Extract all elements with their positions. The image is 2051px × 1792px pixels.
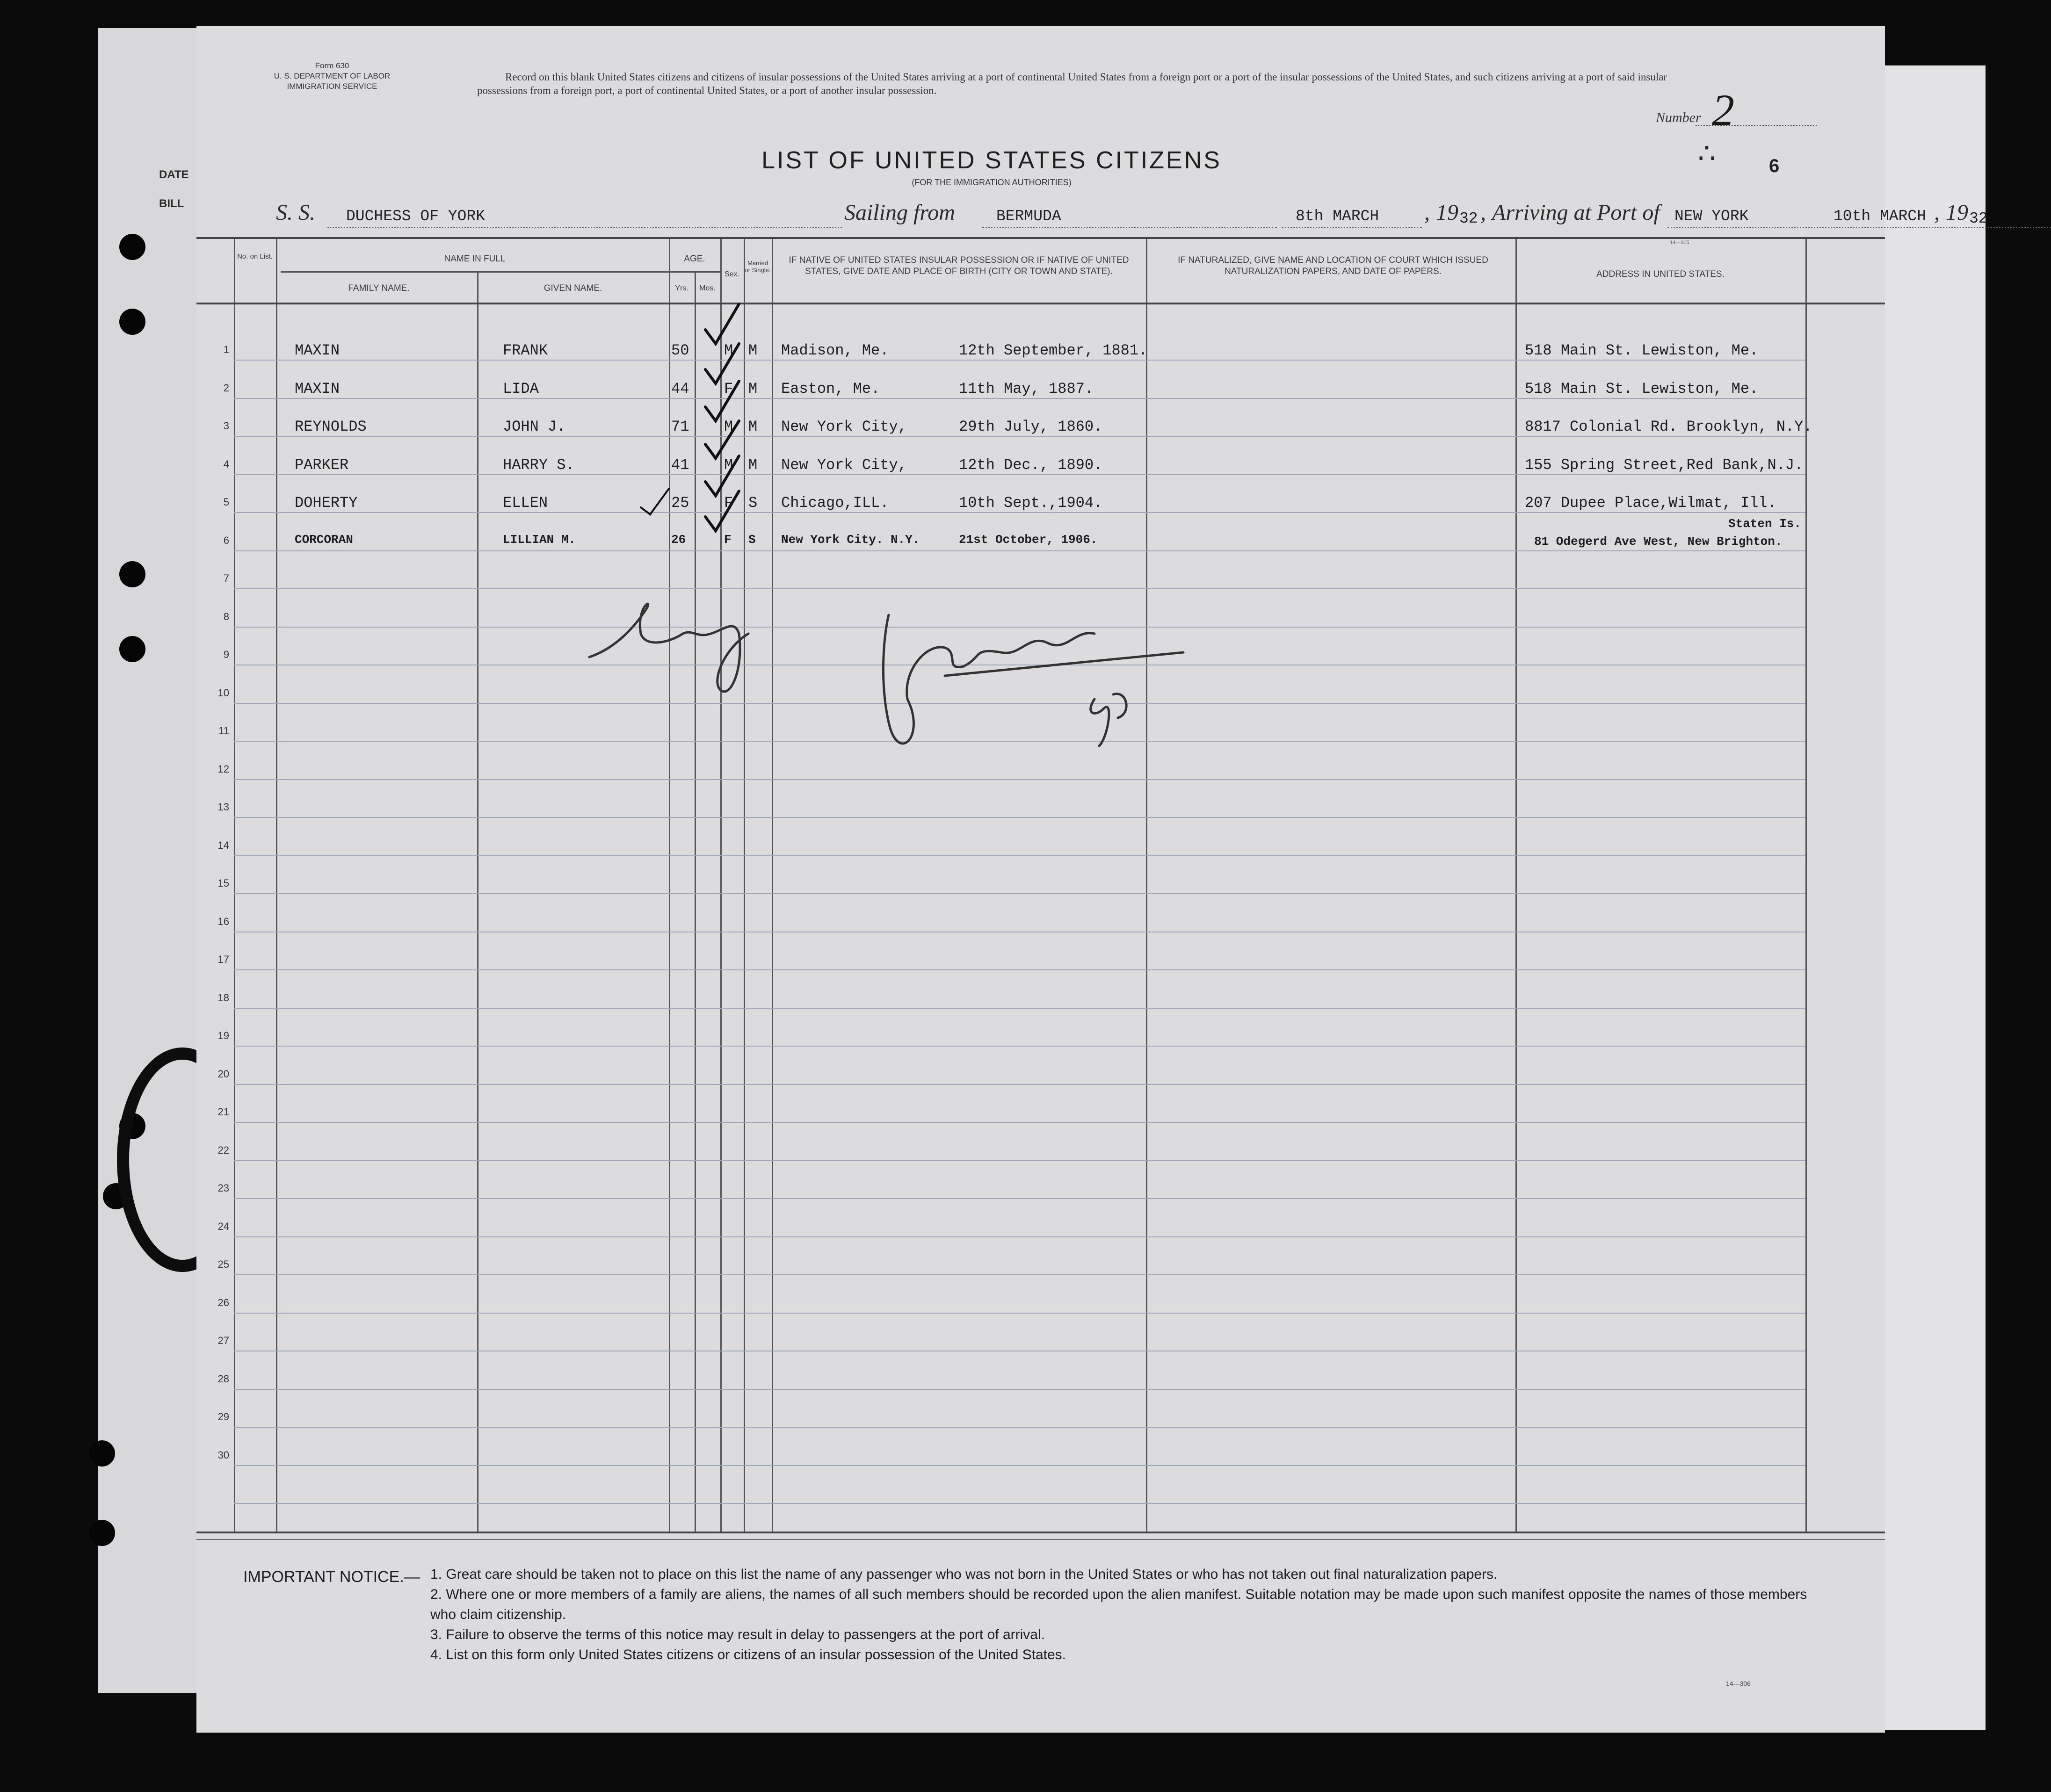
row-number: 18 bbox=[217, 991, 229, 1004]
form-code-bottom: 14—306 bbox=[1726, 1680, 1751, 1687]
check-mark bbox=[705, 344, 739, 383]
family-name: CORCORAN bbox=[295, 532, 353, 547]
check-mark bbox=[705, 304, 739, 344]
punch-hole bbox=[89, 1520, 115, 1546]
row-number: 9 bbox=[223, 649, 229, 660]
marital-status: M bbox=[748, 418, 758, 435]
arrive-year: 32 bbox=[1969, 210, 1988, 227]
birth-place: Chicago,ILL. bbox=[781, 494, 889, 512]
row-number: 19 bbox=[217, 1030, 229, 1041]
manifest-sheet bbox=[196, 26, 1988, 1733]
depart-date: 8th MARCH bbox=[1296, 208, 1379, 225]
number-value: 2 bbox=[1712, 85, 1734, 135]
birth-place: Easton, Me. bbox=[781, 380, 880, 397]
notice-item: 2. Where one or more members of a family are aliens, the names of all such members should be recorded upon the alien manifest. Suitable notation may be made upon such manifest opposite the names of those members who claim citizenship. bbox=[430, 1587, 1807, 1622]
check-mark bbox=[705, 456, 739, 496]
given-name: LILLIAN M. bbox=[503, 532, 576, 547]
row-number: 28 bbox=[217, 1373, 229, 1385]
marital-status: M bbox=[748, 456, 758, 474]
sex: M bbox=[724, 456, 733, 474]
row-number: 8 bbox=[223, 610, 229, 622]
birth-date: 29th July, 1860. bbox=[959, 418, 1103, 435]
row-number: 13 bbox=[217, 801, 229, 813]
row-number: 12 bbox=[217, 763, 229, 775]
row-number: 11 bbox=[218, 725, 229, 737]
header-age: AGE. bbox=[684, 254, 705, 264]
number-label: Number bbox=[1656, 110, 1701, 125]
header-name-in-full: NAME IN FULL bbox=[444, 254, 506, 264]
row-number: 1 bbox=[223, 344, 229, 355]
birth-date: 12th September, 1881. bbox=[959, 342, 1148, 359]
sex: F bbox=[724, 532, 732, 547]
page-subtitle: (FOR THE IMMIGRATION AUTHORITIES) bbox=[912, 178, 1072, 187]
row-number: 2 bbox=[223, 382, 229, 394]
header-no-on-list: No. on List. bbox=[237, 253, 273, 260]
address-line-2: 81 Odegerd Ave West, New Brighton. bbox=[1534, 534, 1783, 549]
header-married-single: Married or Single. bbox=[745, 260, 771, 274]
family-name: REYNOLDS bbox=[295, 418, 367, 435]
row-number: 14 bbox=[217, 839, 229, 851]
punch-hole bbox=[119, 636, 145, 662]
sex: F bbox=[724, 380, 733, 397]
given-name: FRANK bbox=[503, 342, 548, 359]
punch-hole bbox=[119, 309, 145, 335]
family-name: DOHERTY bbox=[295, 494, 358, 512]
address: 518 Main St. Lewiston, Me. bbox=[1525, 342, 1759, 359]
birth-date: 11th May, 1887. bbox=[959, 380, 1094, 397]
check-mark bbox=[705, 491, 739, 531]
row-number: 3 bbox=[223, 420, 229, 432]
row-number: 6 bbox=[223, 534, 229, 546]
check-marks bbox=[641, 304, 739, 531]
row-number: 29 bbox=[217, 1411, 229, 1423]
row-number: 15 bbox=[217, 877, 229, 889]
address: 8817 Colonial Rd. Brooklyn, N.Y. bbox=[1525, 418, 1812, 435]
given-name: HARRY S. bbox=[503, 456, 575, 474]
arrive-port: NEW YORK bbox=[1674, 208, 1749, 225]
age-years: 26 bbox=[671, 532, 686, 547]
header-address: ADDRESS IN UNITED STATES. bbox=[1596, 269, 1725, 279]
row-number: 27 bbox=[217, 1335, 229, 1346]
page-title: LIST OF UNITED STATES CITIZENS bbox=[761, 147, 1222, 174]
stamp-number: 6 bbox=[1769, 156, 1780, 176]
marital-status: S bbox=[748, 494, 758, 512]
punch-hole bbox=[89, 1440, 115, 1467]
given-name: ELLEN bbox=[503, 494, 548, 512]
punch-hole bbox=[119, 561, 145, 587]
address: 518 Main St. Lewiston, Me. bbox=[1525, 380, 1759, 397]
row-number: 5 bbox=[223, 496, 229, 508]
notice-item: 3. Failure to observe the terms of this notice may result in delay to passengers at the port of arrival. bbox=[430, 1627, 1045, 1642]
notice-item: 1. Great care should be taken not to place on this list the name of any passenger who was not born in the United States or who has not taken out final naturalization papers. bbox=[430, 1567, 1498, 1582]
notice-body bbox=[430, 1564, 1834, 1665]
row-number: 24 bbox=[217, 1220, 229, 1232]
signatures bbox=[196, 26, 1885, 1733]
row-number: 17 bbox=[217, 954, 229, 965]
punch-hole bbox=[119, 234, 145, 260]
sex: F bbox=[724, 494, 733, 512]
check-mark bbox=[641, 489, 669, 514]
row-number: 16 bbox=[217, 915, 229, 927]
notice-item: 4. List on this form only United States citizens or citizens of an insular possession of the United States. bbox=[430, 1647, 1066, 1662]
birth-date: 10th Sept.,1904. bbox=[959, 494, 1103, 512]
birth-date: 12th Dec., 1890. bbox=[959, 456, 1103, 474]
family-name: MAXIN bbox=[295, 380, 340, 397]
age-years: 50 bbox=[671, 342, 689, 359]
row-number: 21 bbox=[217, 1106, 229, 1118]
sex: M bbox=[724, 342, 733, 359]
row-number: 26 bbox=[217, 1296, 229, 1308]
marital-status: M bbox=[748, 342, 758, 359]
arrive-year-prefix: 19 bbox=[1946, 200, 1968, 225]
birth-place: New York City. N.Y. bbox=[781, 532, 920, 547]
marital-status: S bbox=[748, 532, 756, 547]
form-code-top: 14—305 bbox=[1670, 240, 1689, 246]
age-years: 41 bbox=[671, 456, 689, 474]
age-years: 71 bbox=[671, 418, 689, 435]
address: 207 Dupee Place,Wilmat, Ill. bbox=[1525, 494, 1776, 512]
address: 155 Spring Street,Red Bank,N.J. bbox=[1525, 456, 1804, 474]
header-mos: Mos. bbox=[699, 284, 716, 292]
row-number: 22 bbox=[217, 1144, 229, 1156]
signature-left bbox=[589, 604, 748, 692]
row-number: 20 bbox=[217, 1068, 229, 1080]
age-years: 44 bbox=[671, 380, 689, 397]
form-identifier: Form 630 U. S. DEPARTMENT OF LABOR IMMIGRATION SERVICE bbox=[274, 61, 391, 91]
header-yrs: Yrs. bbox=[675, 284, 688, 292]
header-family-name: FAMILY NAME. bbox=[348, 283, 410, 293]
voyage-line: S. S. DUCHESS OF YORK Sailing from BERMUDA 8th MARCH , 19 32 , Arriving at Port of NEW YORK 10th MARCH , 19 32 bbox=[276, 200, 1890, 232]
family-name: MAXIN bbox=[295, 342, 340, 359]
side-mark-date: DATE bbox=[159, 168, 189, 181]
row-number: 10 bbox=[217, 686, 229, 699]
preamble-text: Record on this blank United States citizens and citizens of insular possessions of the United States arriving at a port of continental United States from a foreign port or a port of the insular possessions of the United States, and such citizens arriving at a port of said insular possessions from a foreign port, a port of continental United States, or a port of another insular possession. bbox=[477, 71, 1667, 96]
sailing-label: Sailing from bbox=[844, 200, 955, 225]
row-number: 7 bbox=[223, 572, 229, 584]
row-number: 23 bbox=[217, 1182, 229, 1194]
row-number: 30 bbox=[217, 1449, 229, 1461]
header-naturalized: IF NATURALIZED, GIVE NAME AND LOCATION OF COURT WHICH ISSUED NATURALIZATION PAPERS, AND DATE OF PAPERS. bbox=[1178, 255, 1488, 276]
row-number: 4 bbox=[223, 458, 229, 470]
tally-marks: ∴ bbox=[1698, 138, 1716, 169]
birth-place: New York City, bbox=[781, 456, 907, 474]
birth-place: Madison, Me. bbox=[781, 342, 889, 359]
check-mark bbox=[705, 421, 739, 458]
header-birthplace: IF NATIVE OF UNITED STATES INSULAR POSSESSION OR IF NATIVE OF UNITED STATES, GIVE DATE AND PLACE OF BIRTH (CITY OR TOWN AND STATE). bbox=[789, 255, 1129, 276]
marital-status: M bbox=[748, 380, 758, 397]
address: Staten Is. bbox=[1728, 516, 1802, 531]
sex: M bbox=[724, 418, 733, 435]
depart-year-prefix: 19 bbox=[1436, 200, 1458, 225]
given-name: LIDA bbox=[503, 380, 539, 397]
family-name: PARKER bbox=[295, 456, 349, 474]
from-port: BERMUDA bbox=[996, 208, 1061, 225]
given-name: JOHN J. bbox=[503, 418, 566, 435]
ship-name: DUCHESS OF YORK bbox=[346, 208, 486, 225]
arrive-date: 10th MARCH bbox=[1834, 208, 1927, 225]
notice-heading: IMPORTANT NOTICE.— bbox=[243, 1568, 420, 1586]
row-number: 25 bbox=[217, 1258, 229, 1270]
depart-year: 32 bbox=[1459, 210, 1478, 227]
header-sex: Sex. bbox=[724, 270, 739, 278]
signature-right bbox=[883, 615, 1183, 746]
ss-label: S. S. bbox=[276, 200, 315, 225]
birth-place: New York City, bbox=[781, 418, 907, 435]
birth-date: 21st October, 1906. bbox=[959, 532, 1098, 547]
side-mark-bill: BILL bbox=[159, 197, 184, 210]
check-mark bbox=[705, 381, 739, 421]
header-given-name: GIVEN NAME. bbox=[544, 283, 602, 293]
arriving-label: Arriving at Port of bbox=[1492, 200, 1660, 225]
age-years: 25 bbox=[671, 494, 689, 512]
